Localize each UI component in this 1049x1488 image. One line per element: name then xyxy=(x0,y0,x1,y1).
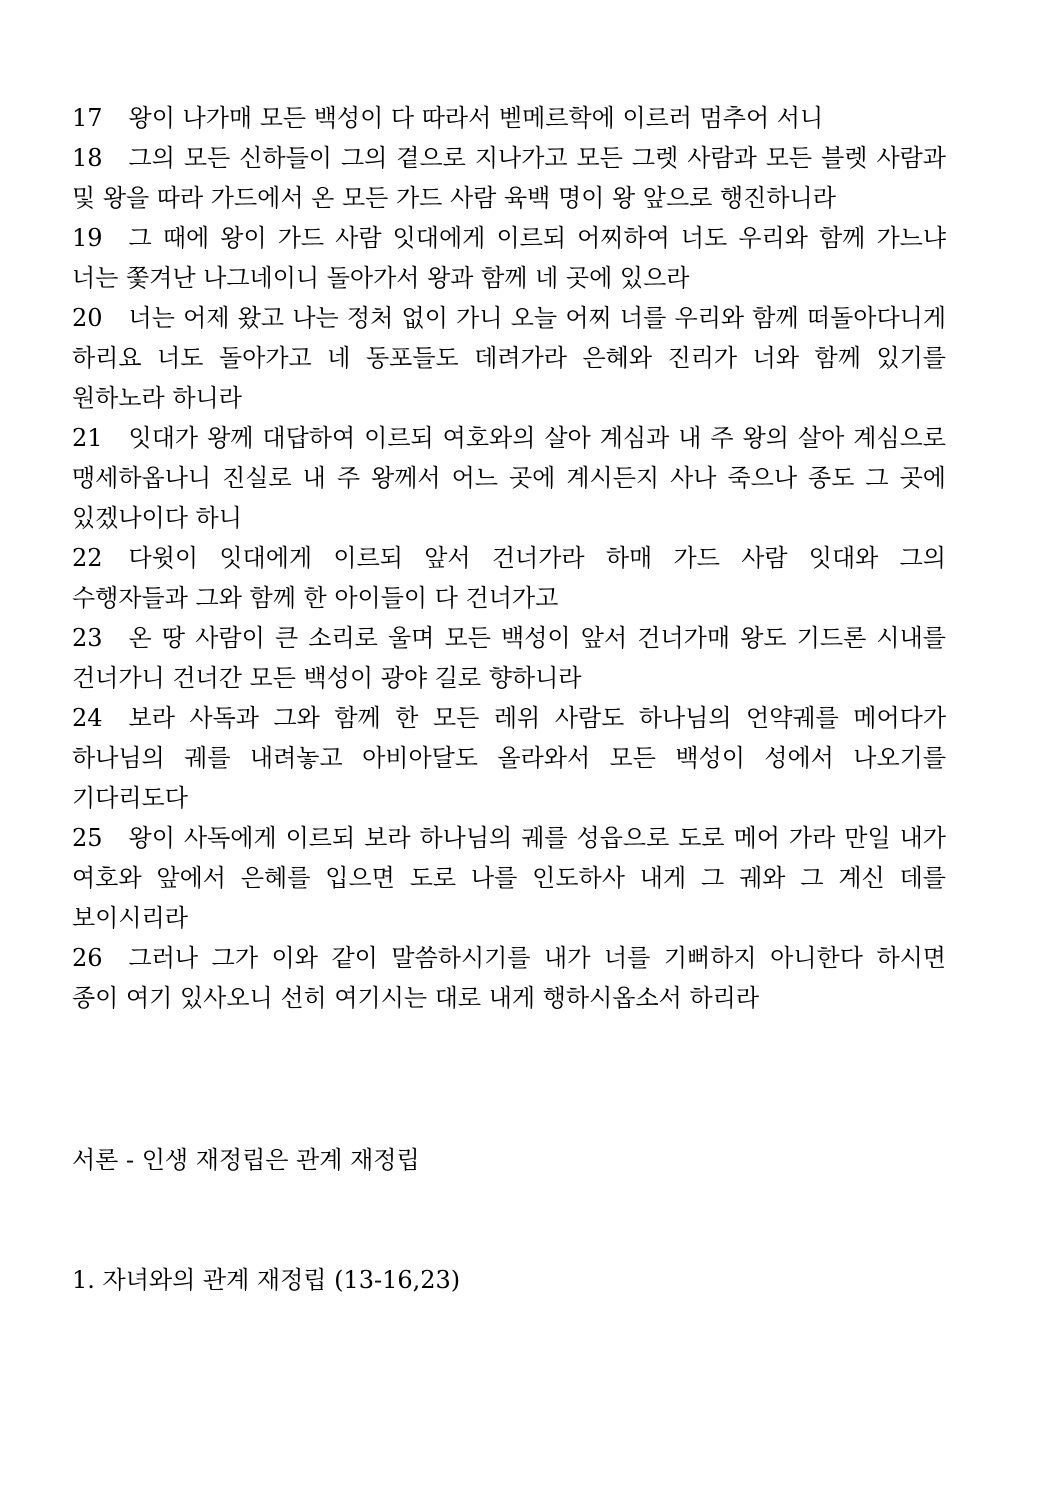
verse-number: 20 xyxy=(72,304,103,332)
verse-24 xyxy=(72,698,946,818)
verse-number: 18 xyxy=(72,144,103,172)
verse-number: 22 xyxy=(72,544,103,572)
verse-number: 23 xyxy=(72,624,103,652)
verse-26 xyxy=(72,938,946,1018)
verse-20 xyxy=(72,298,946,418)
verse-number: 17 xyxy=(72,104,103,132)
verse-text: 그 때에 왕이 가드 사람 잇대에게 이르되 어찌하여 너도 우리와 함께 가느냐 너는 쫓겨난 나그네이니 돌아가서 왕과 함께 네 곳에 있으라 xyxy=(72,224,946,292)
verse-text: 그러나 그가 이와 같이 말씀하시기를 내가 너를 기뻐하지 아니한다 하시면 종이 여기 있사오니 선히 여기시는 대로 내게 행하시옵소서 하리라 xyxy=(72,944,946,1012)
verse-text: 왕이 나가매 모든 백성이 다 따라서 벧메르학에 이르러 멈추어 서니 xyxy=(128,104,824,132)
verse-text: 왕이 사독에게 이르되 보라 하나님의 궤를 성읍으로 도로 메어 가라 만일 내가 여호와 앞에서 은혜를 입으면 도로 나를 인도하사 내게 그 궤와 그 계신 데를 보이시리라 xyxy=(72,824,946,932)
verse-number: 26 xyxy=(72,944,103,972)
verse-number: 25 xyxy=(72,824,103,852)
verse-text: 그의 모든 신하들이 그의 곁으로 지나가고 모든 그렛 사람과 모든 블렛 사람과 및 왕을 따라 가드에서 온 모든 가드 사람 육백 명이 왕 앞으로 행진하니라 xyxy=(72,144,946,212)
verse-text: 잇대가 왕께 대답하여 이르되 여호와의 살아 계심과 내 주 왕의 살아 계심으로 맹세하옵나니 진실로 내 주 왕께서 어느 곳에 계시든지 사나 죽으나 종도 그 곳에 있겠나이다 하니 xyxy=(72,424,946,532)
verse-number: 19 xyxy=(72,224,103,252)
scripture-passage xyxy=(72,98,946,1018)
verse-number: 24 xyxy=(72,704,103,732)
verse-21 xyxy=(72,418,946,538)
verse-text: 보라 사독과 그와 함께 한 모든 레위 사람도 하나님의 언약궤를 메어다가 하나님의 궤를 내려놓고 아비아달도 올라와서 모든 백성이 성에서 나오기를 기다리도다 xyxy=(72,704,946,812)
verse-19 xyxy=(72,218,946,298)
verse-18 xyxy=(72,138,946,218)
verse-22 xyxy=(72,538,946,618)
verse-25 xyxy=(72,818,946,938)
verse-text: 다윗이 잇대에게 이르되 앞서 건너가라 하매 가드 사람 잇대와 그의 수행자들과 그와 함께 한 아이들이 다 건너가고 xyxy=(72,544,946,612)
verse-number: 21 xyxy=(72,424,103,452)
section-heading: 서론 - 인생 재정립은 관계 재정립 xyxy=(72,1146,420,1174)
verse-text: 너는 어제 왔고 나는 정처 없이 가니 오늘 어찌 너를 우리와 함께 떠돌아다니게 하리요 너도 돌아가고 네 동포들도 데려가라 은혜와 진리가 너와 함께 있기를 원하노라 하니라 xyxy=(72,304,946,412)
verse-23 xyxy=(72,618,946,698)
sub-heading: 1. 자녀와의 관계 재정립 (13-16,23) xyxy=(72,1266,461,1294)
verse-text: 온 땅 사람이 큰 소리로 울며 모든 백성이 앞서 건너가매 왕도 기드론 시내를 건너가니 건너간 모든 백성이 광야 길로 향하니라 xyxy=(72,624,946,692)
verse-17 xyxy=(72,98,946,138)
